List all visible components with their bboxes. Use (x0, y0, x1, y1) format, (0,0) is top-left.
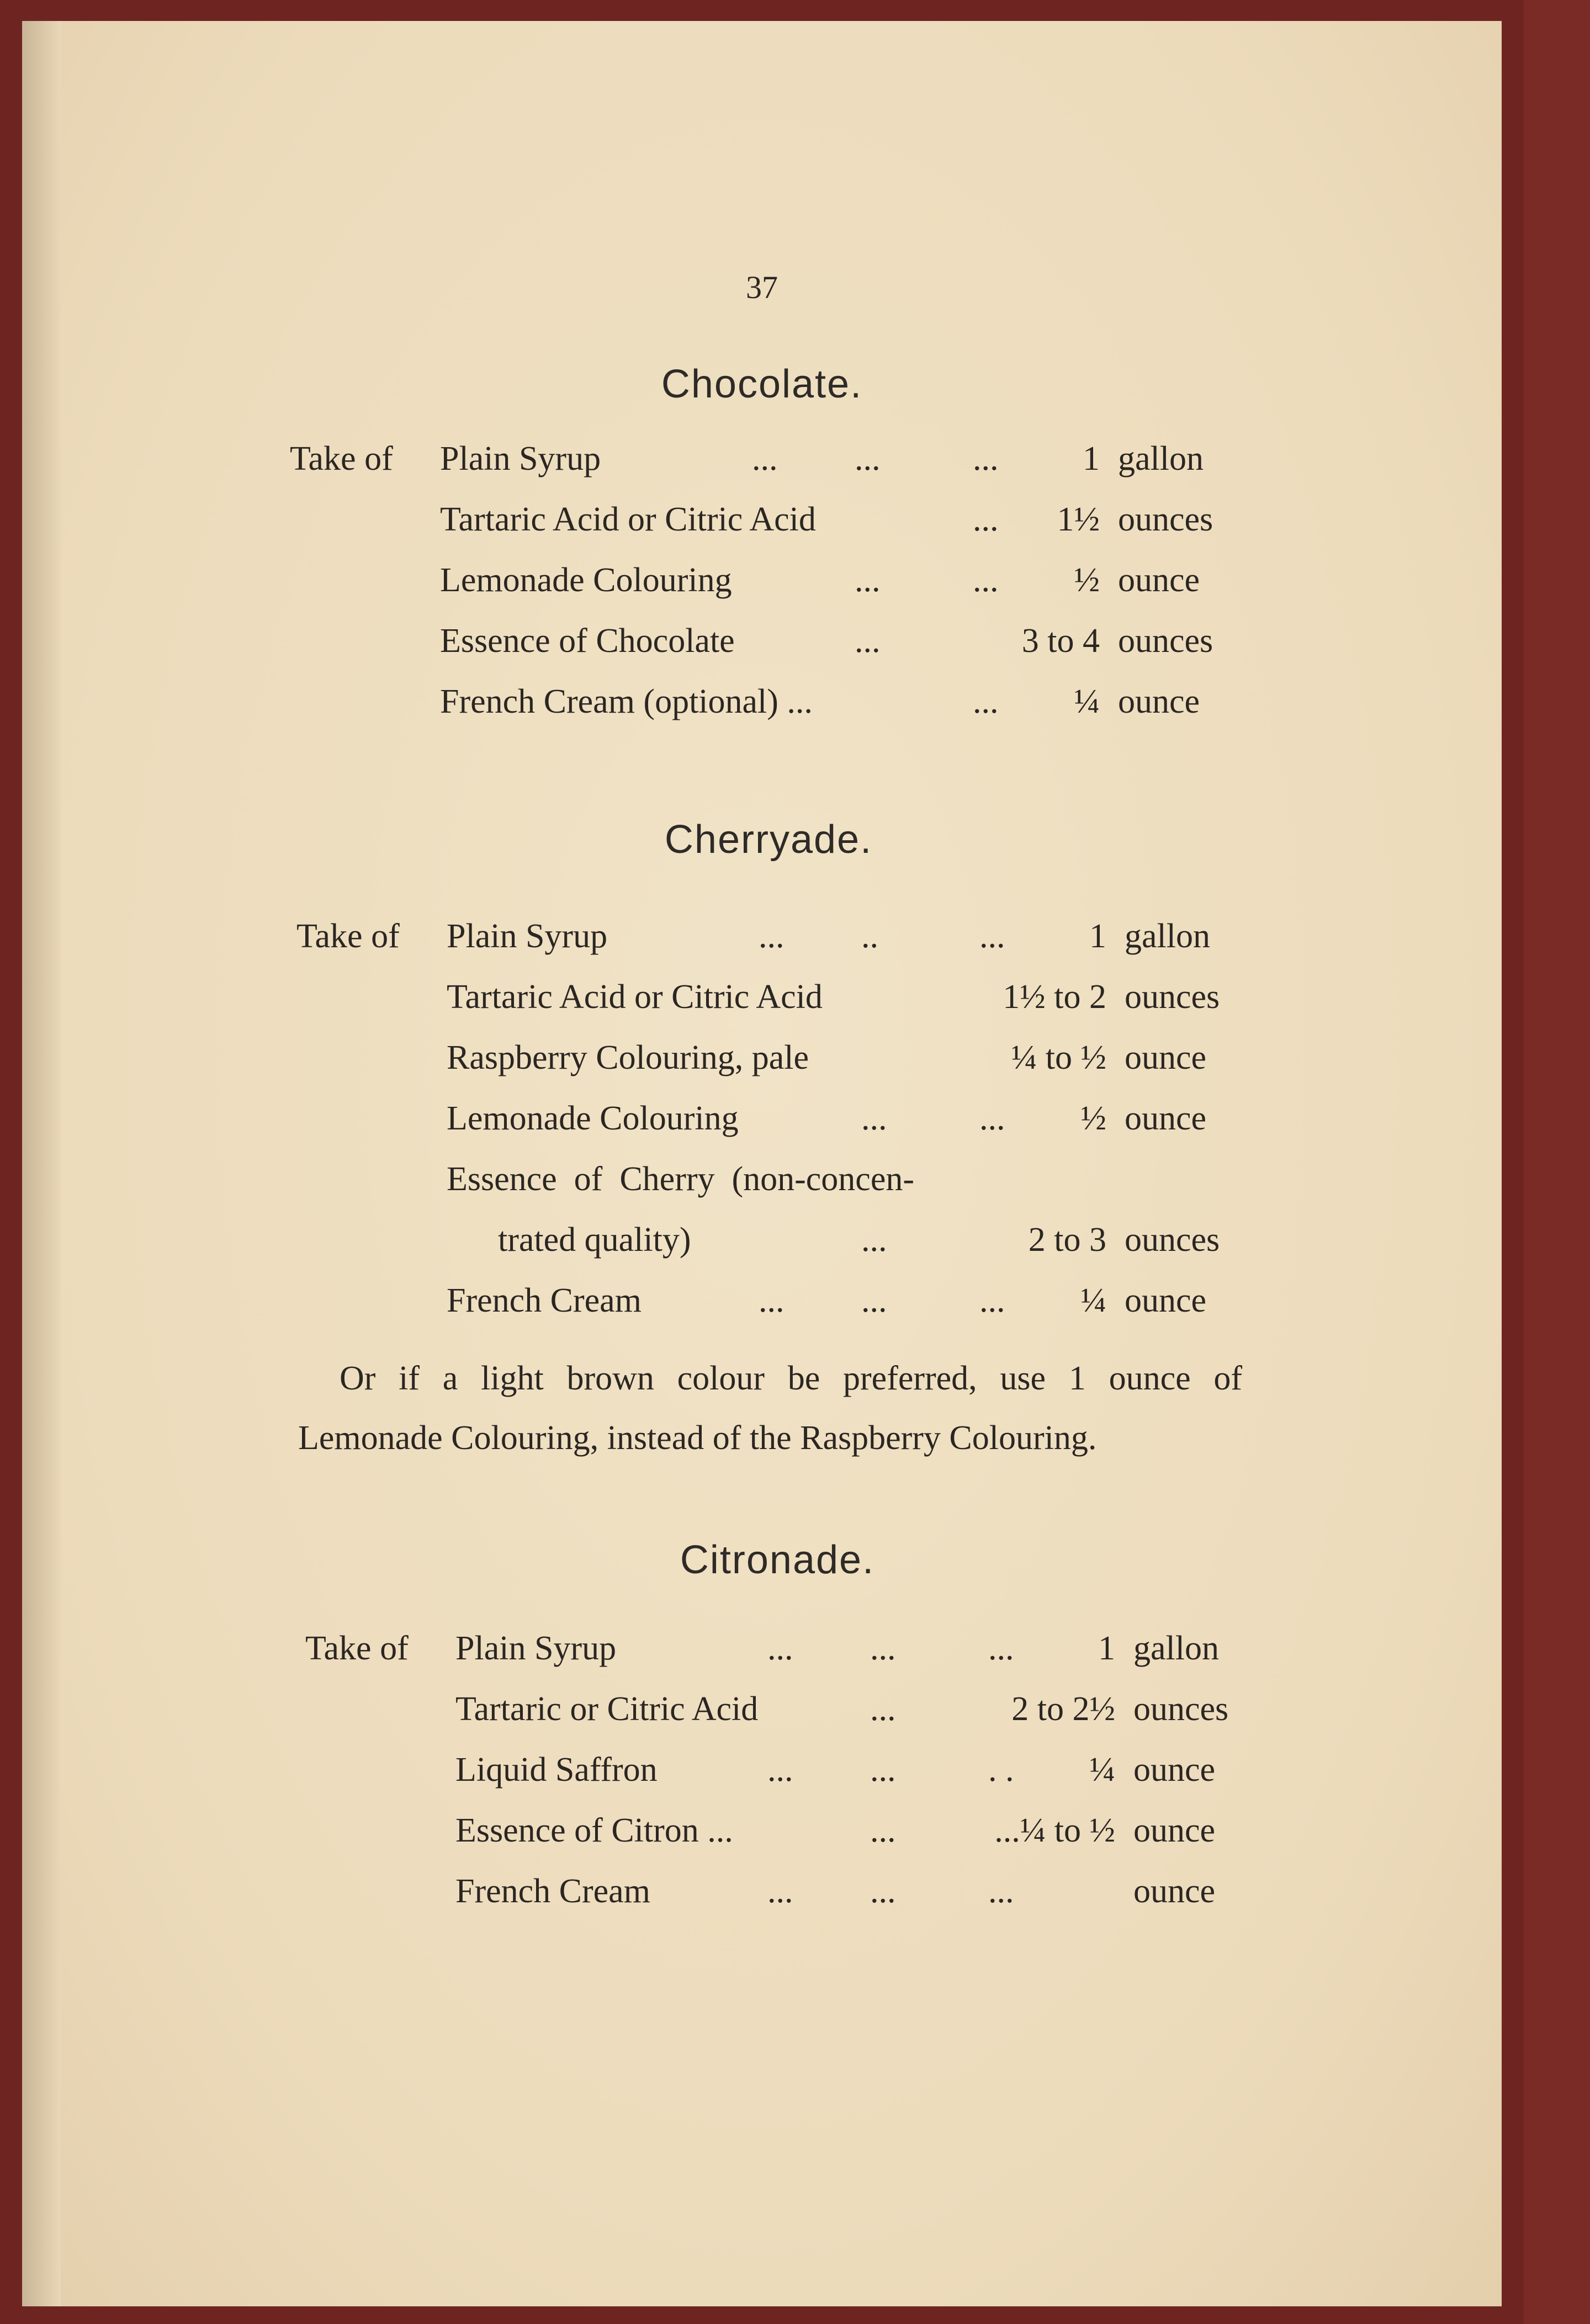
ingredient-name: French Cream (optional) ... (440, 683, 813, 720)
ingredient-name: Liquid Saffron (455, 1751, 658, 1789)
ingredient-d3: ... (973, 440, 999, 477)
ingredient-name: Tartaric Acid or Citric Acid (447, 978, 823, 1016)
ingredient-d2: ... (861, 1282, 887, 1319)
ingredient-name: Essence of Citron ... (455, 1812, 733, 1849)
ingredient-d1: ... (767, 1751, 793, 1789)
section-title: Citronade. (680, 1538, 875, 1582)
ingredient-d1: ... (759, 1282, 785, 1319)
ingredient-d2: ... (870, 1872, 896, 1910)
ingredient-unit: ounce (1118, 683, 1200, 720)
ingredient-name: Raspberry Colouring, pale (447, 1039, 809, 1076)
ingredient-amount: ½ (1080, 1100, 1106, 1137)
ingredient-row (7, 1283, 1590, 1328)
ingredient-take: Take of (305, 1630, 409, 1667)
ingredient-d2: ... (870, 1751, 896, 1789)
ingredient-row (0, 502, 1590, 546)
ingredient-name: French Cream (447, 1282, 642, 1319)
ingredient-amount: 3 to 4 (1021, 622, 1100, 660)
ingredient-row (7, 1162, 1590, 1206)
ingredient-amount: 1 (1098, 1630, 1115, 1667)
ingredient-amount: 1 (1083, 440, 1100, 477)
ingredient-d3: ... (973, 561, 999, 599)
ingredient-row (0, 563, 1590, 607)
ingredient-unit: ounce (1125, 1039, 1207, 1076)
ingredient-name: Lemonade Colouring (440, 561, 732, 599)
ingredient-d3: ... (979, 1100, 1005, 1137)
ingredient-unit: ounce (1125, 1100, 1207, 1137)
ingredient-d2: .. (861, 917, 878, 955)
ingredient-amount: ¼ (1089, 1751, 1115, 1789)
ingredient-amount: ½ (1074, 561, 1100, 599)
ingredient-row (0, 685, 1590, 729)
ingredient-amount: ¼ (1074, 683, 1100, 720)
ingredient-d2: ... (870, 1630, 896, 1667)
ingredient-row (7, 1223, 1590, 1267)
ingredient-row (15, 1692, 1590, 1736)
ingredient-d2: ... (855, 622, 881, 660)
ingredient-unit: ounce (1133, 1812, 1216, 1849)
ingredient-amount: 1½ to 2 (1003, 978, 1106, 1016)
ingredient-d2: ... (870, 1812, 896, 1849)
ingredient-take: Take of (296, 917, 400, 955)
ingredient-unit: ounces (1133, 1690, 1229, 1728)
ingredient-name: French Cream (455, 1872, 650, 1910)
ingredient-row (7, 1041, 1590, 1085)
ingredient-name: trated quality) (447, 1221, 691, 1259)
ingredient-d3: ... (979, 1282, 1005, 1319)
ingredient-name: Essence of Chocolate (440, 622, 735, 660)
ingredient-unit: ounces (1125, 1221, 1220, 1259)
ingredient-unit: ounce (1125, 1282, 1207, 1319)
ingredient-d3: ... (973, 683, 999, 720)
ingredient-take: Take of (290, 440, 393, 477)
ingredient-unit: ounces (1118, 501, 1213, 538)
ingredient-row (15, 1631, 1590, 1675)
ingredient-d3: ... (988, 1630, 1014, 1667)
ingredient-name: Plain Syrup (455, 1630, 617, 1667)
ingredient-d2: ... (855, 561, 881, 599)
section-title: Chocolate. (661, 362, 863, 406)
ingredient-unit: gallon (1118, 440, 1204, 477)
ingredient-unit: ounce (1133, 1751, 1216, 1789)
ingredient-d2: ... (855, 440, 881, 477)
ingredient-unit: ounces (1118, 622, 1213, 660)
ingredient-amount: 1 (1089, 917, 1106, 955)
ingredient-amount: ¼ (1080, 1282, 1106, 1319)
ingredient-name: Plain Syrup (447, 917, 608, 955)
ingredient-name: Essence of Cherry (non-concen- (447, 1160, 914, 1198)
ingredient-amount: ...¼ to ½ (994, 1812, 1115, 1849)
page-number: 37 (746, 269, 778, 305)
ingredient-d2: ... (861, 1221, 887, 1259)
section-title: Cherryade. (664, 818, 873, 862)
ingredient-row (0, 442, 1590, 486)
ingredient-row (15, 1753, 1590, 1797)
ingredient-d1: ... (767, 1872, 793, 1910)
ingredient-d1: ... (759, 917, 785, 955)
ingredient-row (0, 624, 1590, 668)
ingredient-row (7, 1101, 1590, 1145)
ingredient-row (15, 1813, 1590, 1858)
ingredient-unit: gallon (1133, 1630, 1219, 1667)
ingredient-d3: ... (973, 501, 999, 538)
ingredient-unit: ounces (1125, 978, 1220, 1016)
ingredient-name: Tartaric or Citric Acid (455, 1690, 759, 1728)
ingredient-d3: ... (988, 1872, 1014, 1910)
ingredient-name: Plain Syrup (440, 440, 601, 477)
ingredient-unit: ounce (1118, 561, 1200, 599)
ingredient-name: Lemonade Colouring (447, 1100, 739, 1137)
ingredient-unit: gallon (1125, 917, 1210, 955)
ingredient-row (15, 1874, 1590, 1918)
ingredient-amount: 2 to 2½ (1011, 1690, 1115, 1728)
ingredient-amount: 1½ (1057, 501, 1100, 538)
ingredient-amount: ¼ to ½ (1011, 1039, 1106, 1076)
ingredient-d2: ... (870, 1690, 896, 1728)
ingredient-d1: ... (752, 440, 778, 477)
ingredient-d2: ... (861, 1100, 887, 1137)
ingredient-d3: . . (988, 1751, 1014, 1789)
ingredient-name: Tartaric Acid or Citric Acid (440, 501, 816, 538)
ingredient-row (7, 980, 1590, 1024)
note-line-2: Lemonade Colouring, instead of the Raspberry Colouring. (298, 1419, 1097, 1457)
ingredient-unit: ounce (1133, 1872, 1216, 1910)
ingredient-amount: 2 to 3 (1028, 1221, 1106, 1259)
ingredient-d1: ... (767, 1630, 793, 1667)
ingredient-d3: ... (979, 917, 1005, 955)
ingredient-row (7, 919, 1590, 963)
note-line-1: Or if a light brown colour be preferred, use 1 ounce of (340, 1360, 1242, 1397)
